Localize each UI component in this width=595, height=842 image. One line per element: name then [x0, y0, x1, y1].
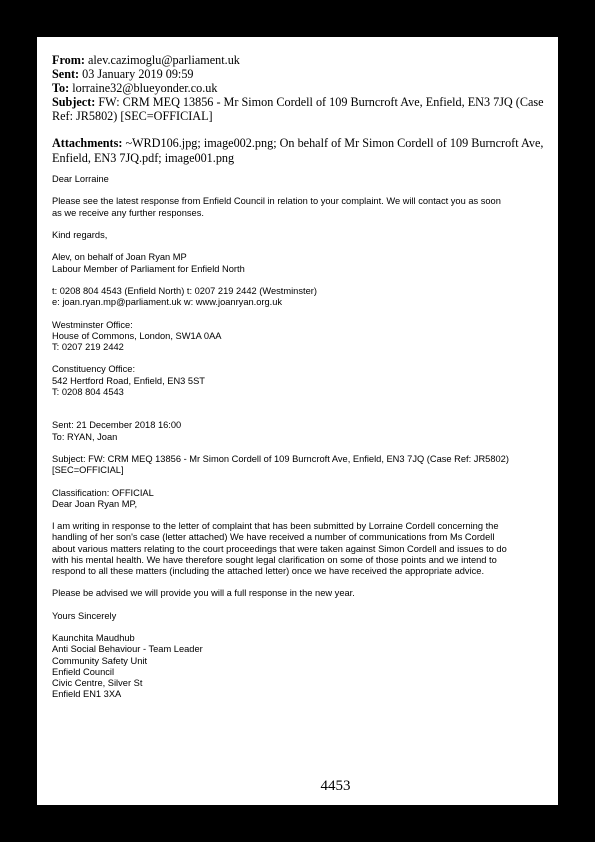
signature-title: Labour Member of Parliament for Enfield North	[52, 263, 245, 274]
classification: Classification: OFFICIAL	[52, 487, 154, 498]
letter-paragraph-line2: handling of her son's case (letter attached) We have received a number of communications from Ms Cordell	[52, 532, 495, 543]
advised-line: Please be advised we will provide you will a full response in the new year.	[52, 588, 355, 599]
letter-paragraph-line1: I am writing in response to the letter of complaint that has been submitted by Lorraine Cordell concerning the	[52, 521, 499, 532]
forwarded-greeting: Dear Joan Ryan MP,	[52, 498, 138, 509]
yours-sincerely: Yours Sincerely	[52, 610, 117, 621]
subject-row	[52, 95, 552, 109]
attachments-row	[52, 136, 552, 150]
westminster-office-label: Westminster Office:	[52, 319, 133, 330]
intro-paragraph-line2: as we receive any further responses.	[52, 207, 204, 218]
letter-paragraph-line3: about various matters relating to the court proceedings that were taken against Simon Cordell and issues to do	[52, 543, 507, 554]
attachments-value-line1: ~WRD106.jpg; image002.png; On behalf of Mr Simon Cordell of 109 Burncroft Ave,	[125, 136, 544, 151]
subject-label: Subject:	[52, 95, 96, 110]
email-header	[52, 53, 552, 165]
to-label: To:	[52, 81, 70, 96]
sent-value: 03 January 2019 09:59	[82, 67, 194, 82]
signature-name: Alev, on behalf of Joan Ryan MP	[52, 252, 187, 263]
kind-regards: Kind regards,	[52, 229, 108, 240]
intro-paragraph-line1: Please see the latest response from Enfield Council in relation to your complaint. We will contact you as soon	[52, 196, 501, 207]
letter-paragraph-line5: respond to all these matters (including the attached letter) once we have received the appropriate advice.	[52, 565, 485, 576]
constituency-office-address: 542 Hertford Road, Enfield, EN3 5ST	[52, 375, 205, 386]
forwarded-subject-line2: [SEC=OFFICIAL]	[52, 465, 124, 476]
constituency-office-label: Constituency Office:	[52, 364, 136, 375]
constituency-office-phone: T: 0208 804 4543	[52, 386, 124, 397]
westminster-office-address: House of Commons, London, SW1A 0AA	[52, 330, 222, 341]
signer-name: Kaunchita Maudhub	[52, 633, 135, 644]
signature-email: e: joan.ryan.mp@parliament.uk w: www.joanryan.org.uk	[52, 297, 283, 308]
signer-organisation: Enfield Council	[52, 666, 115, 677]
attachments-value-line2: Enfield, EN3 7JQ.pdf; image001.png	[52, 150, 235, 165]
sent-label: Sent:	[52, 67, 80, 82]
document-page	[37, 37, 558, 805]
forwarded-subject-line1: Subject: FW: CRM MEQ 13856 - Mr Simon Cordell of 109 Burncroft Ave, Enfield, EN3 7JQ (Case Ref: JR5802)	[52, 453, 509, 464]
to-row	[52, 81, 552, 95]
forwarded-sent: Sent: 21 December 2018 16:00	[52, 420, 182, 431]
from-value: alev.cazimoglu@parliament.uk	[88, 53, 240, 67]
sent-row	[52, 67, 552, 81]
signer-title: Anti Social Behaviour - Team Leader	[52, 644, 203, 655]
attachments-label: Attachments:	[52, 136, 123, 151]
from-row	[52, 53, 552, 67]
signer-unit: Community Safety Unit	[52, 655, 148, 666]
page-number: 4453	[320, 778, 351, 794]
signer-address-line1: Civic Centre, Silver St	[52, 677, 143, 688]
letter-paragraph-line4: with his mental health. We have therefore sought legal clarification on some of those points and we intend to	[52, 554, 497, 565]
signer-address-line2: Enfield EN1 3XA	[52, 689, 122, 700]
forwarded-to: To: RYAN, Joan	[52, 431, 118, 442]
subject-value-line1: FW: CRM MEQ 13856 - Mr Simon Cordell of 109 Burncroft Ave, Enfield, EN3 7JQ (Case	[98, 95, 544, 110]
greeting: Dear Lorraine	[52, 174, 109, 184]
signature-phones: t: 0208 804 4543 (Enfield North) t: 0207 219 2442 (Westminster)	[52, 285, 317, 296]
from-label: From:	[52, 53, 85, 67]
westminster-office-phone: T: 0207 219 2442	[52, 341, 124, 352]
to-value: lorraine32@blueyonder.co.uk	[72, 81, 218, 96]
subject-value-line2: Ref: JR5802) [SEC=OFFICIAL]	[52, 109, 213, 124]
email-body	[52, 174, 552, 700]
